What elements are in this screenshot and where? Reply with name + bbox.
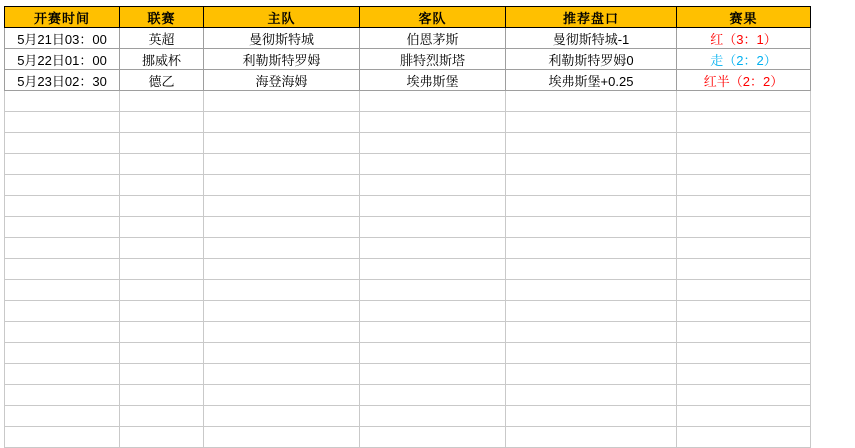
cell-empty[interactable]	[506, 133, 677, 154]
cell-empty[interactable]	[204, 175, 360, 196]
cell-empty[interactable]	[360, 91, 506, 112]
cell-pick[interactable]: 曼彻斯特城-1	[506, 28, 677, 49]
cell-empty[interactable]	[5, 196, 120, 217]
cell-empty[interactable]	[360, 112, 506, 133]
cell-home[interactable]: 利勒斯特罗姆	[204, 49, 360, 70]
cell-away[interactable]: 腓特烈斯塔	[360, 49, 506, 70]
cell-empty[interactable]	[5, 154, 120, 175]
cell-empty[interactable]	[360, 385, 506, 406]
table-row-empty[interactable]	[5, 196, 811, 217]
cell-result[interactable]: 红半（2：2）	[677, 70, 811, 91]
cell-empty[interactable]	[204, 259, 360, 280]
cell-empty[interactable]	[120, 385, 204, 406]
cell-empty[interactable]	[677, 91, 811, 112]
cell-empty[interactable]	[360, 133, 506, 154]
cell-empty[interactable]	[120, 217, 204, 238]
table-row-empty[interactable]	[5, 301, 811, 322]
cell-empty[interactable]	[360, 259, 506, 280]
table-row[interactable]	[5, 49, 811, 70]
table-row-empty[interactable]	[5, 427, 811, 448]
cell-empty[interactable]	[5, 385, 120, 406]
cell-empty[interactable]	[120, 91, 204, 112]
cell-league[interactable]: 英超	[120, 28, 204, 49]
cell-empty[interactable]	[120, 112, 204, 133]
cell-empty[interactable]	[5, 91, 120, 112]
cell-home[interactable]: 曼彻斯特城	[204, 28, 360, 49]
cell-empty[interactable]	[506, 112, 677, 133]
cell-empty[interactable]	[506, 322, 677, 343]
cell-empty[interactable]	[360, 322, 506, 343]
cell-result[interactable]: 红（3：1）	[677, 28, 811, 49]
cell-empty[interactable]	[506, 427, 677, 448]
table-row-empty[interactable]	[5, 154, 811, 175]
cell-empty[interactable]	[677, 322, 811, 343]
cell-empty[interactable]	[506, 217, 677, 238]
cell-empty[interactable]	[360, 196, 506, 217]
table-row-empty[interactable]	[5, 175, 811, 196]
cell-empty[interactable]	[360, 238, 506, 259]
match-table	[4, 6, 811, 448]
cell-empty[interactable]	[677, 301, 811, 322]
cell-empty[interactable]	[677, 238, 811, 259]
column-header-time[interactable]: 开赛时间	[5, 7, 120, 28]
table-row-empty[interactable]	[5, 259, 811, 280]
cell-empty[interactable]	[360, 406, 506, 427]
cell-empty[interactable]	[5, 280, 120, 301]
cell-empty[interactable]	[677, 154, 811, 175]
cell-empty[interactable]	[506, 238, 677, 259]
cell-empty[interactable]	[120, 427, 204, 448]
cell-empty[interactable]	[120, 133, 204, 154]
cell-empty[interactable]	[677, 343, 811, 364]
cell-away[interactable]: 埃弗斯堡	[360, 70, 506, 91]
cell-empty[interactable]	[204, 364, 360, 385]
table-row-empty[interactable]	[5, 217, 811, 238]
cell-empty[interactable]	[677, 133, 811, 154]
table-header-row	[5, 7, 811, 28]
match-table-body	[5, 7, 811, 91]
cell-empty[interactable]	[677, 217, 811, 238]
cell-empty[interactable]	[120, 280, 204, 301]
cell-empty[interactable]	[677, 385, 811, 406]
cell-empty[interactable]	[360, 343, 506, 364]
cell-pick[interactable]: 埃弗斯堡+0.25	[506, 70, 677, 91]
column-header-pick[interactable]: 推荐盘口	[506, 7, 677, 28]
cell-empty[interactable]	[506, 259, 677, 280]
cell-empty[interactable]	[120, 406, 204, 427]
cell-empty[interactable]	[5, 322, 120, 343]
cell-empty[interactable]	[5, 133, 120, 154]
cell-empty[interactable]	[506, 301, 677, 322]
column-header-result[interactable]: 赛果	[677, 7, 811, 28]
table-row-empty[interactable]	[5, 91, 811, 112]
table-row[interactable]	[5, 28, 811, 49]
cell-empty[interactable]	[506, 406, 677, 427]
cell-empty[interactable]	[360, 427, 506, 448]
cell-empty[interactable]	[506, 175, 677, 196]
cell-empty[interactable]	[204, 196, 360, 217]
table-row-empty[interactable]	[5, 322, 811, 343]
cell-empty[interactable]	[506, 343, 677, 364]
cell-empty[interactable]	[120, 343, 204, 364]
cell-empty[interactable]	[204, 154, 360, 175]
cell-empty[interactable]	[120, 196, 204, 217]
table-row-empty[interactable]	[5, 406, 811, 427]
empty-rows-body	[5, 91, 811, 448]
cell-empty[interactable]	[506, 154, 677, 175]
cell-empty[interactable]	[204, 238, 360, 259]
column-header-home[interactable]: 主队	[204, 7, 360, 28]
cell-time[interactable]: 5月23日02：30	[5, 70, 120, 91]
cell-empty[interactable]	[677, 175, 811, 196]
cell-empty[interactable]	[204, 112, 360, 133]
cell-empty[interactable]	[120, 154, 204, 175]
cell-empty[interactable]	[677, 406, 811, 427]
cell-empty[interactable]	[204, 301, 360, 322]
cell-empty[interactable]	[677, 259, 811, 280]
cell-empty[interactable]	[677, 196, 811, 217]
cell-empty[interactable]	[360, 175, 506, 196]
cell-empty[interactable]	[5, 112, 120, 133]
cell-away[interactable]: 伯恩茅斯	[360, 28, 506, 49]
cell-empty[interactable]	[204, 322, 360, 343]
cell-empty[interactable]	[506, 364, 677, 385]
cell-empty[interactable]	[5, 259, 120, 280]
table-row[interactable]	[5, 70, 811, 91]
cell-empty[interactable]	[204, 385, 360, 406]
cell-empty[interactable]	[677, 112, 811, 133]
cell-empty[interactable]	[360, 301, 506, 322]
cell-empty[interactable]	[120, 259, 204, 280]
cell-empty[interactable]	[5, 217, 120, 238]
cell-empty[interactable]	[677, 364, 811, 385]
cell-empty[interactable]	[506, 91, 677, 112]
cell-empty[interactable]	[204, 133, 360, 154]
cell-empty[interactable]	[5, 427, 120, 448]
cell-empty[interactable]	[360, 364, 506, 385]
cell-empty[interactable]	[506, 385, 677, 406]
cell-empty[interactable]	[506, 280, 677, 301]
cell-home[interactable]: 海登海姆	[204, 70, 360, 91]
table-row-empty[interactable]	[5, 385, 811, 406]
cell-empty[interactable]	[204, 343, 360, 364]
table-row-empty[interactable]	[5, 238, 811, 259]
cell-empty[interactable]	[5, 343, 120, 364]
cell-time[interactable]: 5月21日03：00	[5, 28, 120, 49]
cell-empty[interactable]	[5, 301, 120, 322]
cell-empty[interactable]	[677, 427, 811, 448]
column-header-league[interactable]: 联赛	[120, 7, 204, 28]
cell-pick[interactable]: 利勒斯特罗姆0	[506, 49, 677, 70]
table-row-empty[interactable]	[5, 133, 811, 154]
cell-league[interactable]: 德乙	[120, 70, 204, 91]
cell-empty[interactable]	[5, 175, 120, 196]
cell-empty[interactable]	[120, 238, 204, 259]
table-row-empty[interactable]	[5, 343, 811, 364]
cell-empty[interactable]	[120, 364, 204, 385]
cell-empty[interactable]	[204, 427, 360, 448]
cell-empty[interactable]	[360, 154, 506, 175]
table-row-empty[interactable]	[5, 364, 811, 385]
cell-empty[interactable]	[360, 280, 506, 301]
cell-empty[interactable]	[360, 217, 506, 238]
cell-empty[interactable]	[204, 91, 360, 112]
cell-empty[interactable]	[5, 364, 120, 385]
cell-empty[interactable]	[120, 301, 204, 322]
spreadsheet-area	[4, 6, 810, 448]
cell-empty[interactable]	[120, 175, 204, 196]
cell-empty[interactable]	[204, 280, 360, 301]
cell-empty[interactable]	[120, 322, 204, 343]
cell-empty[interactable]	[506, 196, 677, 217]
table-row-empty[interactable]	[5, 112, 811, 133]
cell-empty[interactable]	[5, 406, 120, 427]
cell-empty[interactable]	[5, 238, 120, 259]
column-header-away[interactable]: 客队	[360, 7, 506, 28]
cell-empty[interactable]	[204, 217, 360, 238]
cell-empty[interactable]	[204, 406, 360, 427]
cell-time[interactable]: 5月22日01：00	[5, 49, 120, 70]
cell-league[interactable]: 挪威杯	[120, 49, 204, 70]
cell-empty[interactable]	[677, 280, 811, 301]
cell-result[interactable]: 走（2：2）	[677, 49, 811, 70]
table-row-empty[interactable]	[5, 280, 811, 301]
